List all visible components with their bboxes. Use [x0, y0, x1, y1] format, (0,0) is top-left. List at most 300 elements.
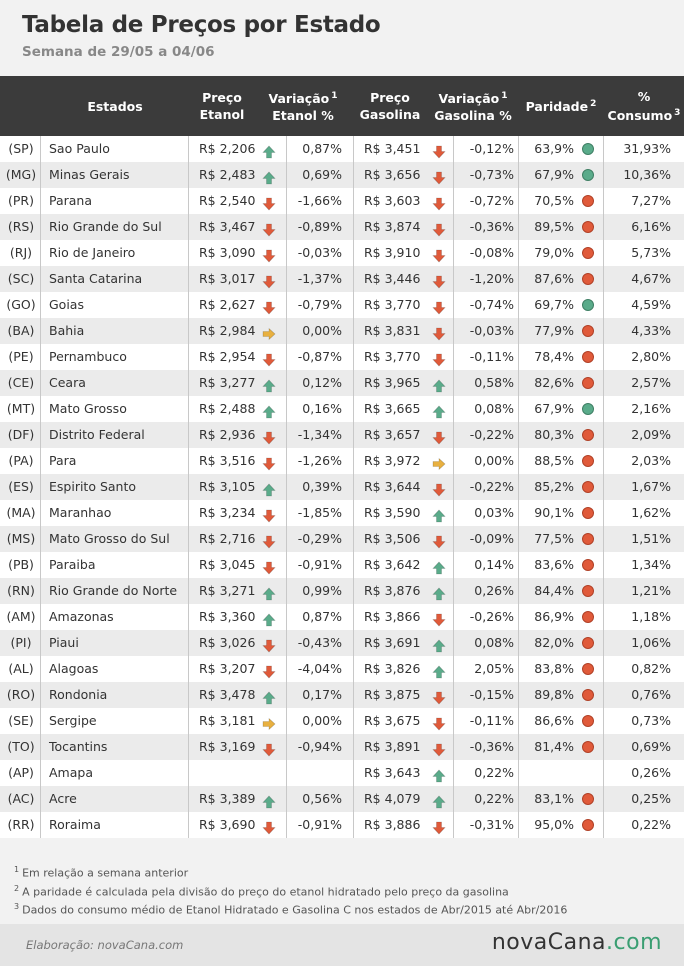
footnote-mark: 2	[14, 883, 20, 893]
parity-status-icon	[582, 325, 594, 337]
parity-status-icon	[582, 611, 594, 623]
parity-value: 78,4%	[534, 349, 574, 364]
trend-ethanol-cell	[262, 370, 280, 396]
state-name: Paraiba	[49, 557, 96, 572]
table-row	[0, 526, 684, 552]
parity-indicator-cell	[580, 448, 598, 474]
consumption-share: 0,76%	[631, 687, 671, 702]
price-ethanol: R$ 2,954	[199, 349, 256, 364]
variation-gasoline: -0,22%	[469, 427, 514, 442]
arrow-up-icon	[432, 506, 446, 520]
parity-indicator-cell	[580, 162, 598, 188]
price-ethanol: R$ 2,627	[199, 297, 256, 312]
parity-value: 79,0%	[534, 245, 574, 260]
price-gasoline: R$ 3,886	[364, 817, 421, 832]
arrow-right-icon	[262, 324, 276, 338]
arrow-down-icon	[262, 740, 276, 754]
consumption-share: 4,67%	[631, 271, 671, 286]
arrow-down-icon	[262, 246, 276, 260]
parity-status-icon	[582, 793, 594, 805]
parity-value: 83,1%	[534, 791, 574, 806]
trend-gasoline-cell	[432, 370, 450, 396]
table-row	[0, 370, 684, 396]
variation-gasoline: -0,12%	[469, 141, 514, 156]
column-divider	[603, 136, 604, 838]
arrow-down-icon	[432, 688, 446, 702]
arrow-down-icon	[432, 714, 446, 728]
footnotes	[14, 862, 567, 918]
footnote-text: A paridade é calculada pela divisão do preço do etanol hidratado pelo preço da gasolina	[22, 885, 509, 899]
price-ethanol: R$ 3,360	[199, 609, 256, 624]
state-name: Rondonia	[49, 687, 108, 702]
arrow-up-icon	[432, 402, 446, 416]
footnote-text: Dados do consumo médio de Etanol Hidratado e Gasolina C nos estados de Abr/2015 até Abr/2016	[22, 903, 568, 917]
price-gasoline: R$ 3,891	[364, 739, 421, 754]
variation-ethanol: -1,26%	[297, 453, 342, 468]
variation-ethanol: -4,04%	[297, 661, 342, 676]
col-header-label: Consumo	[607, 108, 673, 124]
arrow-down-icon	[262, 532, 276, 546]
variation-gasoline: -0,03%	[469, 323, 514, 338]
price-ethanol: R$ 3,090	[199, 245, 256, 260]
trend-ethanol-cell	[262, 734, 280, 760]
state-code: (PR)	[8, 193, 34, 208]
price-ethanol: R$ 3,271	[199, 583, 256, 598]
trend-gasoline-cell	[432, 136, 450, 162]
parity-indicator-cell	[580, 656, 598, 682]
price-gasoline: R$ 3,910	[364, 245, 421, 260]
arrow-down-icon	[262, 194, 276, 208]
table-row	[0, 188, 684, 214]
variation-gasoline: 0,22%	[474, 791, 514, 806]
col-header-label: Etanol %	[272, 108, 334, 124]
parity-value: 88,5%	[534, 453, 574, 468]
variation-ethanol: 0,69%	[302, 167, 342, 182]
table-row	[0, 552, 684, 578]
variation-ethanol: -0,43%	[297, 635, 342, 650]
column-divider	[518, 136, 519, 838]
table-row	[0, 448, 684, 474]
state-code: (TO)	[7, 739, 35, 754]
arrow-up-icon	[262, 688, 276, 702]
state-name: Goias	[49, 297, 84, 312]
parity-value: 82,0%	[534, 635, 574, 650]
consumption-share: 7,27%	[631, 193, 671, 208]
footnote-ref: 1	[501, 90, 508, 101]
parity-value: 90,1%	[534, 505, 574, 520]
trend-ethanol-cell	[262, 240, 280, 266]
variation-gasoline: -0,11%	[469, 349, 514, 364]
state-name: Distrito Federal	[49, 427, 145, 442]
state-name: Bahia	[49, 323, 85, 338]
price-gasoline: R$ 3,876	[364, 583, 421, 598]
trend-ethanol-cell	[262, 188, 280, 214]
parity-indicator-cell	[580, 188, 598, 214]
footnote-2	[14, 881, 567, 900]
parity-value: 67,9%	[534, 401, 574, 416]
trend-gasoline-cell	[432, 474, 450, 500]
price-gasoline: R$ 3,691	[364, 635, 421, 650]
variation-gasoline: 0,08%	[474, 635, 514, 650]
arrow-down-icon	[262, 506, 276, 520]
parity-status-icon	[582, 481, 594, 493]
consumption-share: 0,25%	[631, 791, 671, 806]
price-ethanol: R$ 3,017	[199, 271, 256, 286]
parity-value: 87,6%	[534, 271, 574, 286]
table-row	[0, 136, 684, 162]
consumption-share: 5,73%	[631, 245, 671, 260]
variation-gasoline: -1,20%	[469, 271, 514, 286]
price-gasoline: R$ 3,603	[364, 193, 421, 208]
price-ethanol: R$ 3,516	[199, 453, 256, 468]
state-code: (AC)	[7, 791, 35, 806]
page-title: Tabela de Preços por Estado	[22, 12, 381, 38]
variation-gasoline: 0,00%	[474, 453, 514, 468]
variation-gasoline: -0,11%	[469, 713, 514, 728]
state-code: (RR)	[7, 817, 35, 832]
parity-status-icon	[582, 637, 594, 649]
arrow-down-icon	[262, 558, 276, 572]
state-code: (PE)	[8, 349, 34, 364]
parity-indicator-cell	[580, 526, 598, 552]
state-name: Sergipe	[49, 713, 97, 728]
arrow-right-icon	[432, 454, 446, 468]
price-gasoline: R$ 3,643	[364, 765, 421, 780]
price-gasoline: R$ 3,506	[364, 531, 421, 546]
arrow-up-icon	[262, 168, 276, 182]
variation-gasoline: -0,73%	[469, 167, 514, 182]
trend-ethanol-cell	[262, 214, 280, 240]
price-ethanol: R$ 3,690	[199, 817, 256, 832]
trend-gasoline-cell	[432, 318, 450, 344]
trend-gasoline-cell	[432, 656, 450, 682]
novacana-logo	[492, 930, 662, 955]
price-gasoline: R$ 3,770	[364, 349, 421, 364]
table-row	[0, 422, 684, 448]
arrow-down-icon	[262, 636, 276, 650]
parity-indicator-cell	[580, 396, 598, 422]
table-row	[0, 318, 684, 344]
state-name: Parana	[49, 193, 93, 208]
table-header	[0, 76, 684, 136]
price-ethanol: R$ 2,936	[199, 427, 256, 442]
price-ethanol: R$ 3,478	[199, 687, 256, 702]
table-row	[0, 344, 684, 370]
parity-value	[526, 760, 574, 786]
consumption-share: 31,93%	[623, 141, 671, 156]
trend-gasoline-cell	[432, 708, 450, 734]
variation-gasoline: -0,31%	[469, 817, 514, 832]
state-code: (BA)	[7, 323, 35, 338]
trend-ethanol-cell	[262, 422, 280, 448]
price-ethanol: R$ 3,045	[199, 557, 256, 572]
trend-ethanol-cell	[262, 708, 280, 734]
trend-gasoline-cell	[432, 526, 450, 552]
price-ethanol: R$ 3,105	[199, 479, 256, 494]
variation-gasoline: -0,36%	[469, 739, 514, 754]
consumption-share: 1,51%	[631, 531, 671, 546]
parity-indicator-cell	[580, 760, 598, 786]
price-gasoline: R$ 4,079	[364, 791, 421, 806]
state-code: (AP)	[8, 765, 34, 780]
trend-ethanol-cell	[262, 136, 280, 162]
price-ethanol: R$ 2,206	[199, 141, 256, 156]
parity-status-icon	[582, 819, 594, 831]
trend-gasoline-cell	[432, 344, 450, 370]
arrow-up-icon	[262, 792, 276, 806]
price-gasoline: R$ 3,675	[364, 713, 421, 728]
parity-indicator-cell	[580, 474, 598, 500]
arrow-down-icon	[432, 272, 446, 286]
parity-value: 63,9%	[534, 141, 574, 156]
parity-status-icon	[582, 559, 594, 571]
variation-ethanol: 0,17%	[302, 687, 342, 702]
price-gasoline: R$ 3,590	[364, 505, 421, 520]
col-header-label: Paridade	[525, 99, 589, 115]
parity-indicator-cell	[580, 344, 598, 370]
state-name: Rio Grande do Norte	[49, 583, 178, 598]
price-ethanol: R$ 3,389	[199, 791, 256, 806]
price-gasoline: R$ 3,656	[364, 167, 421, 182]
state-name: Espirito Santo	[49, 479, 137, 494]
trend-ethanol-cell	[262, 786, 280, 812]
state-name: Maranhao	[49, 505, 112, 520]
parity-value: 77,5%	[534, 531, 574, 546]
footnote-1	[14, 862, 567, 881]
trend-gasoline-cell	[432, 188, 450, 214]
trend-gasoline-cell	[432, 162, 450, 188]
variation-ethanol: 0,99%	[302, 583, 342, 598]
table-row	[0, 396, 684, 422]
state-code: (SE)	[8, 713, 34, 728]
arrow-up-icon	[432, 558, 446, 572]
trend-ethanol-cell	[262, 266, 280, 292]
col-header-consumo	[604, 76, 684, 136]
trend-ethanol-cell	[262, 344, 280, 370]
state-name: Para	[49, 453, 77, 468]
variation-gasoline: 0,14%	[474, 557, 514, 572]
table-row	[0, 708, 684, 734]
state-name: Mato Grosso do Sul	[49, 531, 170, 546]
arrow-down-icon	[262, 428, 276, 442]
parity-status-icon	[582, 533, 594, 545]
consumption-share: 2,80%	[631, 349, 671, 364]
state-code: (PI)	[10, 635, 32, 650]
trend-gasoline-cell	[432, 448, 450, 474]
table-row	[0, 604, 684, 630]
parity-value: 89,5%	[534, 219, 574, 234]
parity-status-icon	[582, 169, 594, 181]
state-code: (PA)	[8, 453, 34, 468]
trend-gasoline-cell	[432, 500, 450, 526]
parity-value: 84,4%	[534, 583, 574, 598]
arrow-up-icon	[262, 610, 276, 624]
trend-ethanol-cell	[262, 604, 280, 630]
arrow-up-icon	[432, 792, 446, 806]
consumption-share: 1,21%	[631, 583, 671, 598]
table-row	[0, 656, 684, 682]
state-name: Roraima	[49, 817, 101, 832]
variation-ethanol: -1,66%	[297, 193, 342, 208]
variation-ethanol: 0,00%	[302, 713, 342, 728]
parity-status-icon	[582, 715, 594, 727]
col-header-label: %	[637, 88, 651, 104]
variation-ethanol: -1,34%	[297, 427, 342, 442]
price-gasoline: R$ 3,665	[364, 401, 421, 416]
parity-value: 95,0%	[534, 817, 574, 832]
logo-suffix: .com	[606, 930, 662, 955]
variation-ethanol: 0,56%	[302, 791, 342, 806]
arrow-up-icon	[262, 142, 276, 156]
state-name: Santa Catarina	[49, 271, 143, 286]
arrow-up-icon	[262, 376, 276, 390]
arrow-down-icon	[432, 532, 446, 546]
price-ethanol: R$ 2,716	[199, 531, 256, 546]
consumption-share: 4,33%	[631, 323, 671, 338]
state-code: (RN)	[7, 583, 35, 598]
variation-gasoline: 0,03%	[474, 505, 514, 520]
trend-gasoline-cell	[432, 578, 450, 604]
price-gasoline: R$ 3,657	[364, 427, 421, 442]
parity-indicator-cell	[580, 708, 598, 734]
col-header-label: Preço	[202, 90, 242, 105]
parity-value: 80,3%	[534, 427, 574, 442]
col-header-label: Gasolina %	[434, 108, 512, 124]
price-gasoline: R$ 3,866	[364, 609, 421, 624]
column-divider	[353, 136, 354, 838]
trend-ethanol-cell	[262, 474, 280, 500]
parity-value: 69,7%	[534, 297, 574, 312]
parity-value: 67,9%	[534, 167, 574, 182]
trend-gasoline-cell	[432, 552, 450, 578]
arrow-down-icon	[262, 350, 276, 364]
variation-ethanol: 0,87%	[302, 141, 342, 156]
price-gasoline: R$ 3,770	[364, 297, 421, 312]
trend-gasoline-cell	[432, 682, 450, 708]
trend-ethanol-cell	[262, 500, 280, 526]
parity-status-icon	[582, 377, 594, 389]
variation-gasoline: 0,26%	[474, 583, 514, 598]
price-ethanol: R$ 3,277	[199, 375, 256, 390]
variation-gasoline: 0,08%	[474, 401, 514, 416]
variation-ethanol: 0,16%	[302, 401, 342, 416]
variation-ethanol: 0,00%	[302, 323, 342, 338]
parity-status-icon	[582, 663, 594, 675]
consumption-share: 1,67%	[631, 479, 671, 494]
parity-value: 83,8%	[534, 661, 574, 676]
consumption-share: 1,34%	[631, 557, 671, 572]
state-name: Acre	[49, 791, 77, 806]
state-code: (MA)	[6, 505, 36, 520]
trend-ethanol-cell	[262, 292, 280, 318]
table-row	[0, 240, 684, 266]
state-code: (AL)	[8, 661, 34, 676]
parity-indicator-cell	[580, 500, 598, 526]
arrow-down-icon	[262, 272, 276, 286]
state-code: (PB)	[8, 557, 34, 572]
arrow-up-icon	[432, 662, 446, 676]
variation-gasoline: -0,36%	[469, 219, 514, 234]
footnote-ref: 1	[331, 90, 338, 101]
price-gasoline: R$ 3,642	[364, 557, 421, 572]
col-header-estados-label: Estados	[87, 98, 143, 114]
parity-indicator-cell	[580, 734, 598, 760]
trend-gasoline-cell	[432, 292, 450, 318]
variation-gasoline: 2,05%	[474, 661, 514, 676]
state-name: Piaui	[49, 635, 79, 650]
variation-gasoline: -0,72%	[469, 193, 514, 208]
consumption-share: 2,16%	[631, 401, 671, 416]
variation-ethanol: -0,89%	[297, 219, 342, 234]
arrow-down-icon	[432, 194, 446, 208]
parity-indicator-cell	[580, 604, 598, 630]
parity-status-icon	[582, 455, 594, 467]
variation-gasoline: 0,22%	[474, 765, 514, 780]
arrow-down-icon	[432, 428, 446, 442]
trend-gasoline-cell	[432, 266, 450, 292]
parity-status-icon	[582, 403, 594, 415]
trend-gasoline-cell	[432, 786, 450, 812]
trend-ethanol-cell	[262, 812, 280, 838]
price-gasoline: R$ 3,826	[364, 661, 421, 676]
state-name: Ceara	[49, 375, 86, 390]
consumption-share: 0,82%	[631, 661, 671, 676]
arrow-down-icon	[432, 350, 446, 364]
trend-gasoline-cell	[432, 240, 450, 266]
variation-ethanol: 0,39%	[302, 479, 342, 494]
table-row	[0, 682, 684, 708]
col-header-preco-etanol	[190, 76, 254, 136]
arrow-down-icon	[432, 220, 446, 234]
arrow-up-icon	[432, 376, 446, 390]
parity-status-icon	[582, 429, 594, 441]
footnote-ref: 3	[674, 107, 681, 118]
price-gasoline: R$ 3,965	[364, 375, 421, 390]
state-code: (MG)	[5, 167, 37, 182]
col-header-label: Variação	[438, 91, 500, 107]
arrow-up-icon	[432, 584, 446, 598]
variation-ethanol: 0,12%	[302, 375, 342, 390]
parity-indicator-cell	[580, 630, 598, 656]
state-name: Alagoas	[49, 661, 99, 676]
parity-indicator-cell	[580, 292, 598, 318]
arrow-down-icon	[262, 298, 276, 312]
parity-value: 89,8%	[534, 687, 574, 702]
price-ethanol: R$ 3,207	[199, 661, 256, 676]
parity-status-icon	[582, 507, 594, 519]
trend-ethanol-cell	[262, 526, 280, 552]
footnote-3	[14, 899, 567, 918]
arrow-down-icon	[262, 662, 276, 676]
state-name: Minas Gerais	[49, 167, 130, 182]
parity-value: 85,2%	[534, 479, 574, 494]
trend-gasoline-cell	[432, 630, 450, 656]
trend-ethanol-cell	[262, 578, 280, 604]
trend-gasoline-cell	[432, 214, 450, 240]
trend-gasoline-cell	[432, 812, 450, 838]
page-footer	[0, 924, 684, 966]
variation-ethanol: -0,29%	[297, 531, 342, 546]
arrow-down-icon	[432, 324, 446, 338]
trend-ethanol-cell	[262, 682, 280, 708]
consumption-share: 0,73%	[631, 713, 671, 728]
variation-ethanol: -0,87%	[297, 349, 342, 364]
trend-ethanol-cell	[262, 552, 280, 578]
trend-ethanol-cell	[262, 396, 280, 422]
table-row	[0, 292, 684, 318]
state-name: Rio Grande do Sul	[49, 219, 162, 234]
price-ethanol: R$ 3,169	[199, 739, 256, 754]
